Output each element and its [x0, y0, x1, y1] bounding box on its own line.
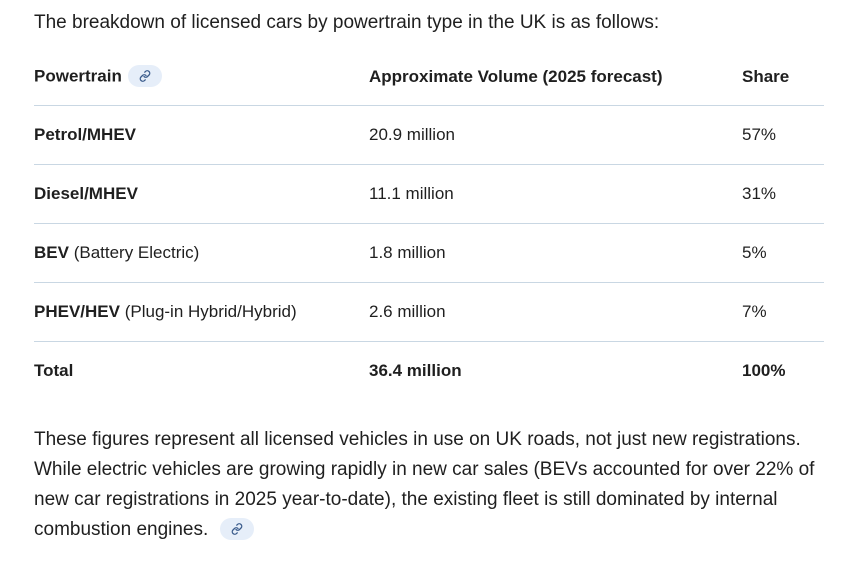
total-volume: 36.4 million: [369, 361, 462, 380]
summary-paragraph: [34, 425, 824, 545]
total-share: 100%: [742, 361, 786, 380]
powertrain-cell: [34, 125, 369, 145]
source-link-button[interactable]: [220, 518, 254, 540]
link-icon: [231, 523, 243, 535]
share-cell: 31%: [742, 184, 777, 203]
total-label: Total: [34, 361, 74, 380]
powertrain-cell: [34, 184, 369, 204]
powertrain-desc: (Plug-in Hybrid/Hybrid): [119, 302, 297, 321]
share-cell: 5%: [742, 243, 767, 262]
powertrain-cell: [34, 243, 369, 263]
link-icon: [139, 70, 151, 82]
header-powertrain-label: Powertrain: [34, 65, 122, 85]
volume-cell: 1.8 million: [369, 243, 446, 262]
powertrain-name: BEV: [34, 243, 69, 262]
table-row: [34, 165, 824, 224]
volume-cell: 2.6 million: [369, 302, 446, 321]
table-row: [34, 106, 824, 165]
powertrain-name: Diesel/MHEV: [34, 184, 138, 203]
volume-cell: 20.9 million: [369, 125, 455, 144]
powertrain-cell: [34, 302, 369, 322]
powertrain-table: [34, 48, 824, 400]
table-header-row: [34, 48, 824, 106]
summary-text: These figures represent all licensed vehicles in use on UK roads, not just new registrations. While electric vehicles are growing rapidly in new car sales (BEVs accounted for over 22% of new car registrations in 2025 year-to-date), the existing fleet is still dominated by internal combustion engines.: [34, 429, 815, 540]
volume-cell: 11.1 million: [369, 184, 454, 203]
header-cell-share: Share: [742, 66, 790, 86]
table-total-row: [34, 342, 824, 400]
intro-text: The breakdown of licensed cars by powertrain type in the UK is as follows:: [34, 12, 660, 33]
source-link-button[interactable]: [128, 65, 162, 87]
table-row: [34, 283, 824, 342]
header-cell-powertrain: [34, 66, 369, 88]
table-row: [34, 224, 824, 283]
powertrain-desc: (Battery Electric): [68, 243, 200, 262]
header-cell-volume: Approximate Volume (2025 forecast): [369, 66, 663, 86]
share-cell: 7%: [742, 302, 767, 321]
powertrain-name: Petrol/MHEV: [34, 125, 137, 144]
powertrain-name: PHEV/HEV: [34, 302, 120, 321]
share-cell: 57%: [742, 125, 777, 144]
